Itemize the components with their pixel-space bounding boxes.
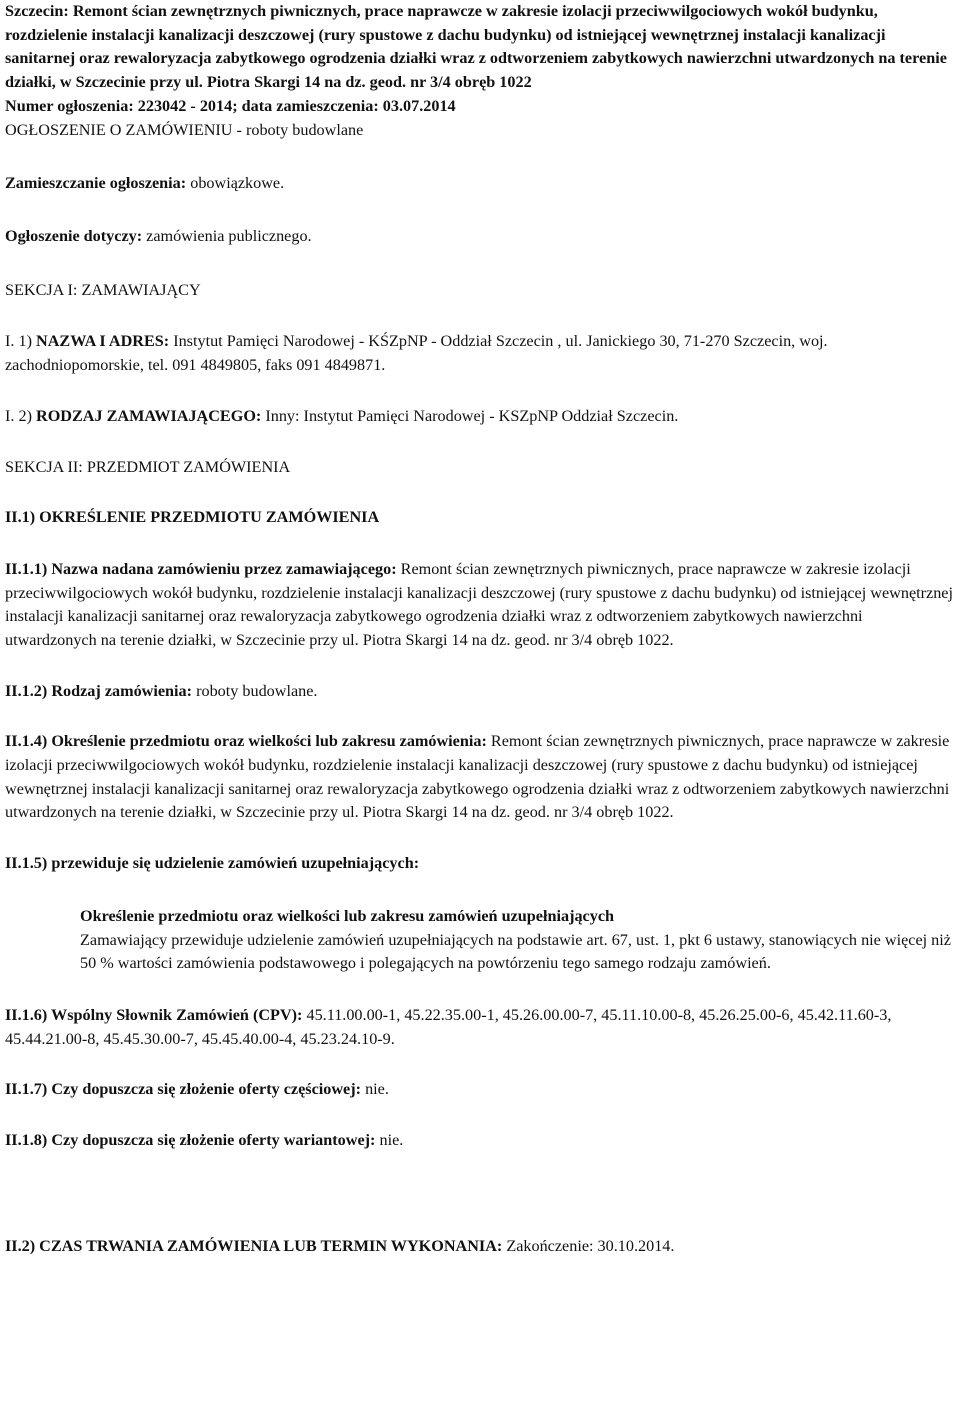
ii2-value: Zakończenie: 30.10.2014. [502, 1236, 675, 1255]
concerns-line [5, 225, 956, 249]
i2-value: Inny: Instytut Pamięci Narodowej - KSZpNP Oddział Szczecin. [261, 406, 679, 425]
ii11-paragraph [5, 558, 956, 653]
i1-paragraph [5, 330, 956, 377]
ii16-label: II.1.6) Wspólny Słownik Zamówień (CPV): [5, 1005, 303, 1024]
ii16-paragraph [5, 1004, 956, 1051]
i2-prefix: I. 2) [5, 406, 37, 425]
placement-line [5, 172, 956, 196]
concerns-value: zamówienia publicznego. [142, 226, 312, 245]
ii17-label: II.1.7) Czy dopuszcza się złożenie oferty częściowej: [5, 1080, 362, 1099]
placement-value: obowiązkowe. [186, 174, 285, 193]
ii17-value: nie. [361, 1080, 389, 1099]
ii14-value: Remont ścian zewnętrznych piwnicznych, prace naprawcze w zakresie izolacji przeciwwilgociowych wokół budynku, rozdzielenie instalacji kanalizacji deszczowej (rury spustowe z dachu budynku) od istniejącej wewnętrznej instalacji kanalizacji sanitarnej oraz rewaloryzacja zabytkowego ogrodzenia działki wraz z odtworzeniem zabytkowych nawierzchni utwardzonych na terenie działki, w Szczecinie przy ul. Piotra Skargi 14 na dz. geod. nr 3/4 obręb 1022. [5, 732, 950, 822]
ii14-paragraph [5, 730, 956, 825]
ii12-label: II.1.2) Rodzaj zamówienia: [5, 681, 193, 700]
i1-label: NAZWA I ADRES: [36, 332, 170, 351]
ii2-paragraph [5, 1235, 956, 1259]
ii18-paragraph [5, 1129, 956, 1153]
ii15-label: II.1.5) przewiduje się udzielenie zamówień uzupełniających: [5, 854, 420, 873]
section-1-heading: SEKCJA I: ZAMAWIAJĄCY [5, 280, 201, 299]
ii18-label: II.1.8) Czy dopuszcza się złożenie oferty wariantowej: [5, 1131, 376, 1150]
ii1-heading: II.1) OKREŚLENIE PRZEDMIOTU ZAMÓWIENIA [5, 508, 380, 527]
supplementary-heading: Określenie przedmiotu oraz wielkości lub zakresu zamówień uzupełniających [80, 906, 615, 925]
i2-paragraph [5, 405, 956, 429]
i1-prefix: I. 1) [5, 332, 37, 351]
ii17-paragraph [5, 1078, 956, 1102]
ii16-value: 45.11.00.00-1, 45.22.35.00-1, 45.26.00.00-7, 45.11.10.00-8, 45.26.25.00-6, 45.42.11.60-3, 45.44.21.00-8, 45.45.30.00-7, 45.45.40.00-4, 45.23.24.10-9. [5, 1005, 892, 1048]
notice-title: Szczecin: Remont ścian zewnętrznych piwnicznych, prace naprawcze w zakresie izolacji przeciwwilgociowych wokół budynku, rozdzielenie instalacji kanalizacji deszczowej (rury spustowe z dachu budynku) od istniejącej wewnętrznej instalacji kanalizacji sanitarnej oraz rewaloryzacja zabytkowego ogrodzenia działki wraz z odtworzeniem zabytkowych nawierzchni utwardzonych na terenie działki, w Szczecinie przy ul. Piotra Skargi 14 na dz. geod. nr 3/4 obręb 1022 [5, 2, 947, 92]
ii12-paragraph [5, 680, 956, 704]
i1-value: Instytut Pamięci Narodowej - KŚZpNP - Oddział Szczecin , ul. Janickiego 30, 71-270 Szczecin, woj. zachodniopomorskie, tel. 091 4849805, faks 091 4849871. [5, 332, 828, 375]
ii18-value: nie. [375, 1131, 404, 1150]
ii11-label: II.1.1) Nazwa nadana zamówieniu przez zamawiającego: [5, 559, 397, 578]
placement-label: Zamieszczanie ogłoszenia: [5, 174, 187, 193]
notice-type: OGŁOSZENIE O ZAMÓWIENIU - roboty budowlane [5, 120, 364, 139]
ii11-value: Remont ścian zewnętrznych piwnicznych, prace naprawcze w zakresie izolacji przeciwwilgociowych wokół budynku, rozdzielenie instalacji kanalizacji deszczowej (rury spustowe z dachu budynku) od istniejącej wewnętrznej instalacji kanalizacji sanitarnej oraz rewaloryzacja zabytkowego ogrodzenia działki wraz z odtworzeniem zabytkowych nawierzchni utwardzonych na terenie działki, w Szczecinie przy ul. Piotra Skargi 14 na dz. geod. nr 3/4 obręb 1022. [5, 559, 953, 649]
concerns-label: Ogłoszenie dotyczy: [5, 226, 143, 245]
supplementary-block [5, 905, 956, 976]
supplementary-text: Zamawiający przewiduje udzielenie zamówień uzupełniających na podstawie art. 67, ust. 1, pkt 6 ustawy, stanowiących nie więcej niż 50 % wartości zamówienia podstawowego i polegających na powtórzeniu tego samego rodzaju zamówień. [80, 930, 951, 973]
i2-label: RODZAJ ZAMAWIAJĄCEGO: [36, 406, 262, 425]
ii12-value: roboty budowlane. [192, 681, 318, 700]
ii14-label: II.1.4) Określenie przedmiotu oraz wielkości lub zakresu zamówienia: [5, 732, 487, 751]
ii2-label: II.2) CZAS TRWANIA ZAMÓWIENIA LUB TERMIN WYKONANIA: [5, 1236, 503, 1255]
section-2-heading: SEKCJA II: PRZEDMIOT ZAMÓWIENIA [5, 458, 291, 477]
notice-number: Numer ogłoszenia: 223042 - 2014; data zamieszczenia: 03.07.2014 [5, 96, 456, 115]
